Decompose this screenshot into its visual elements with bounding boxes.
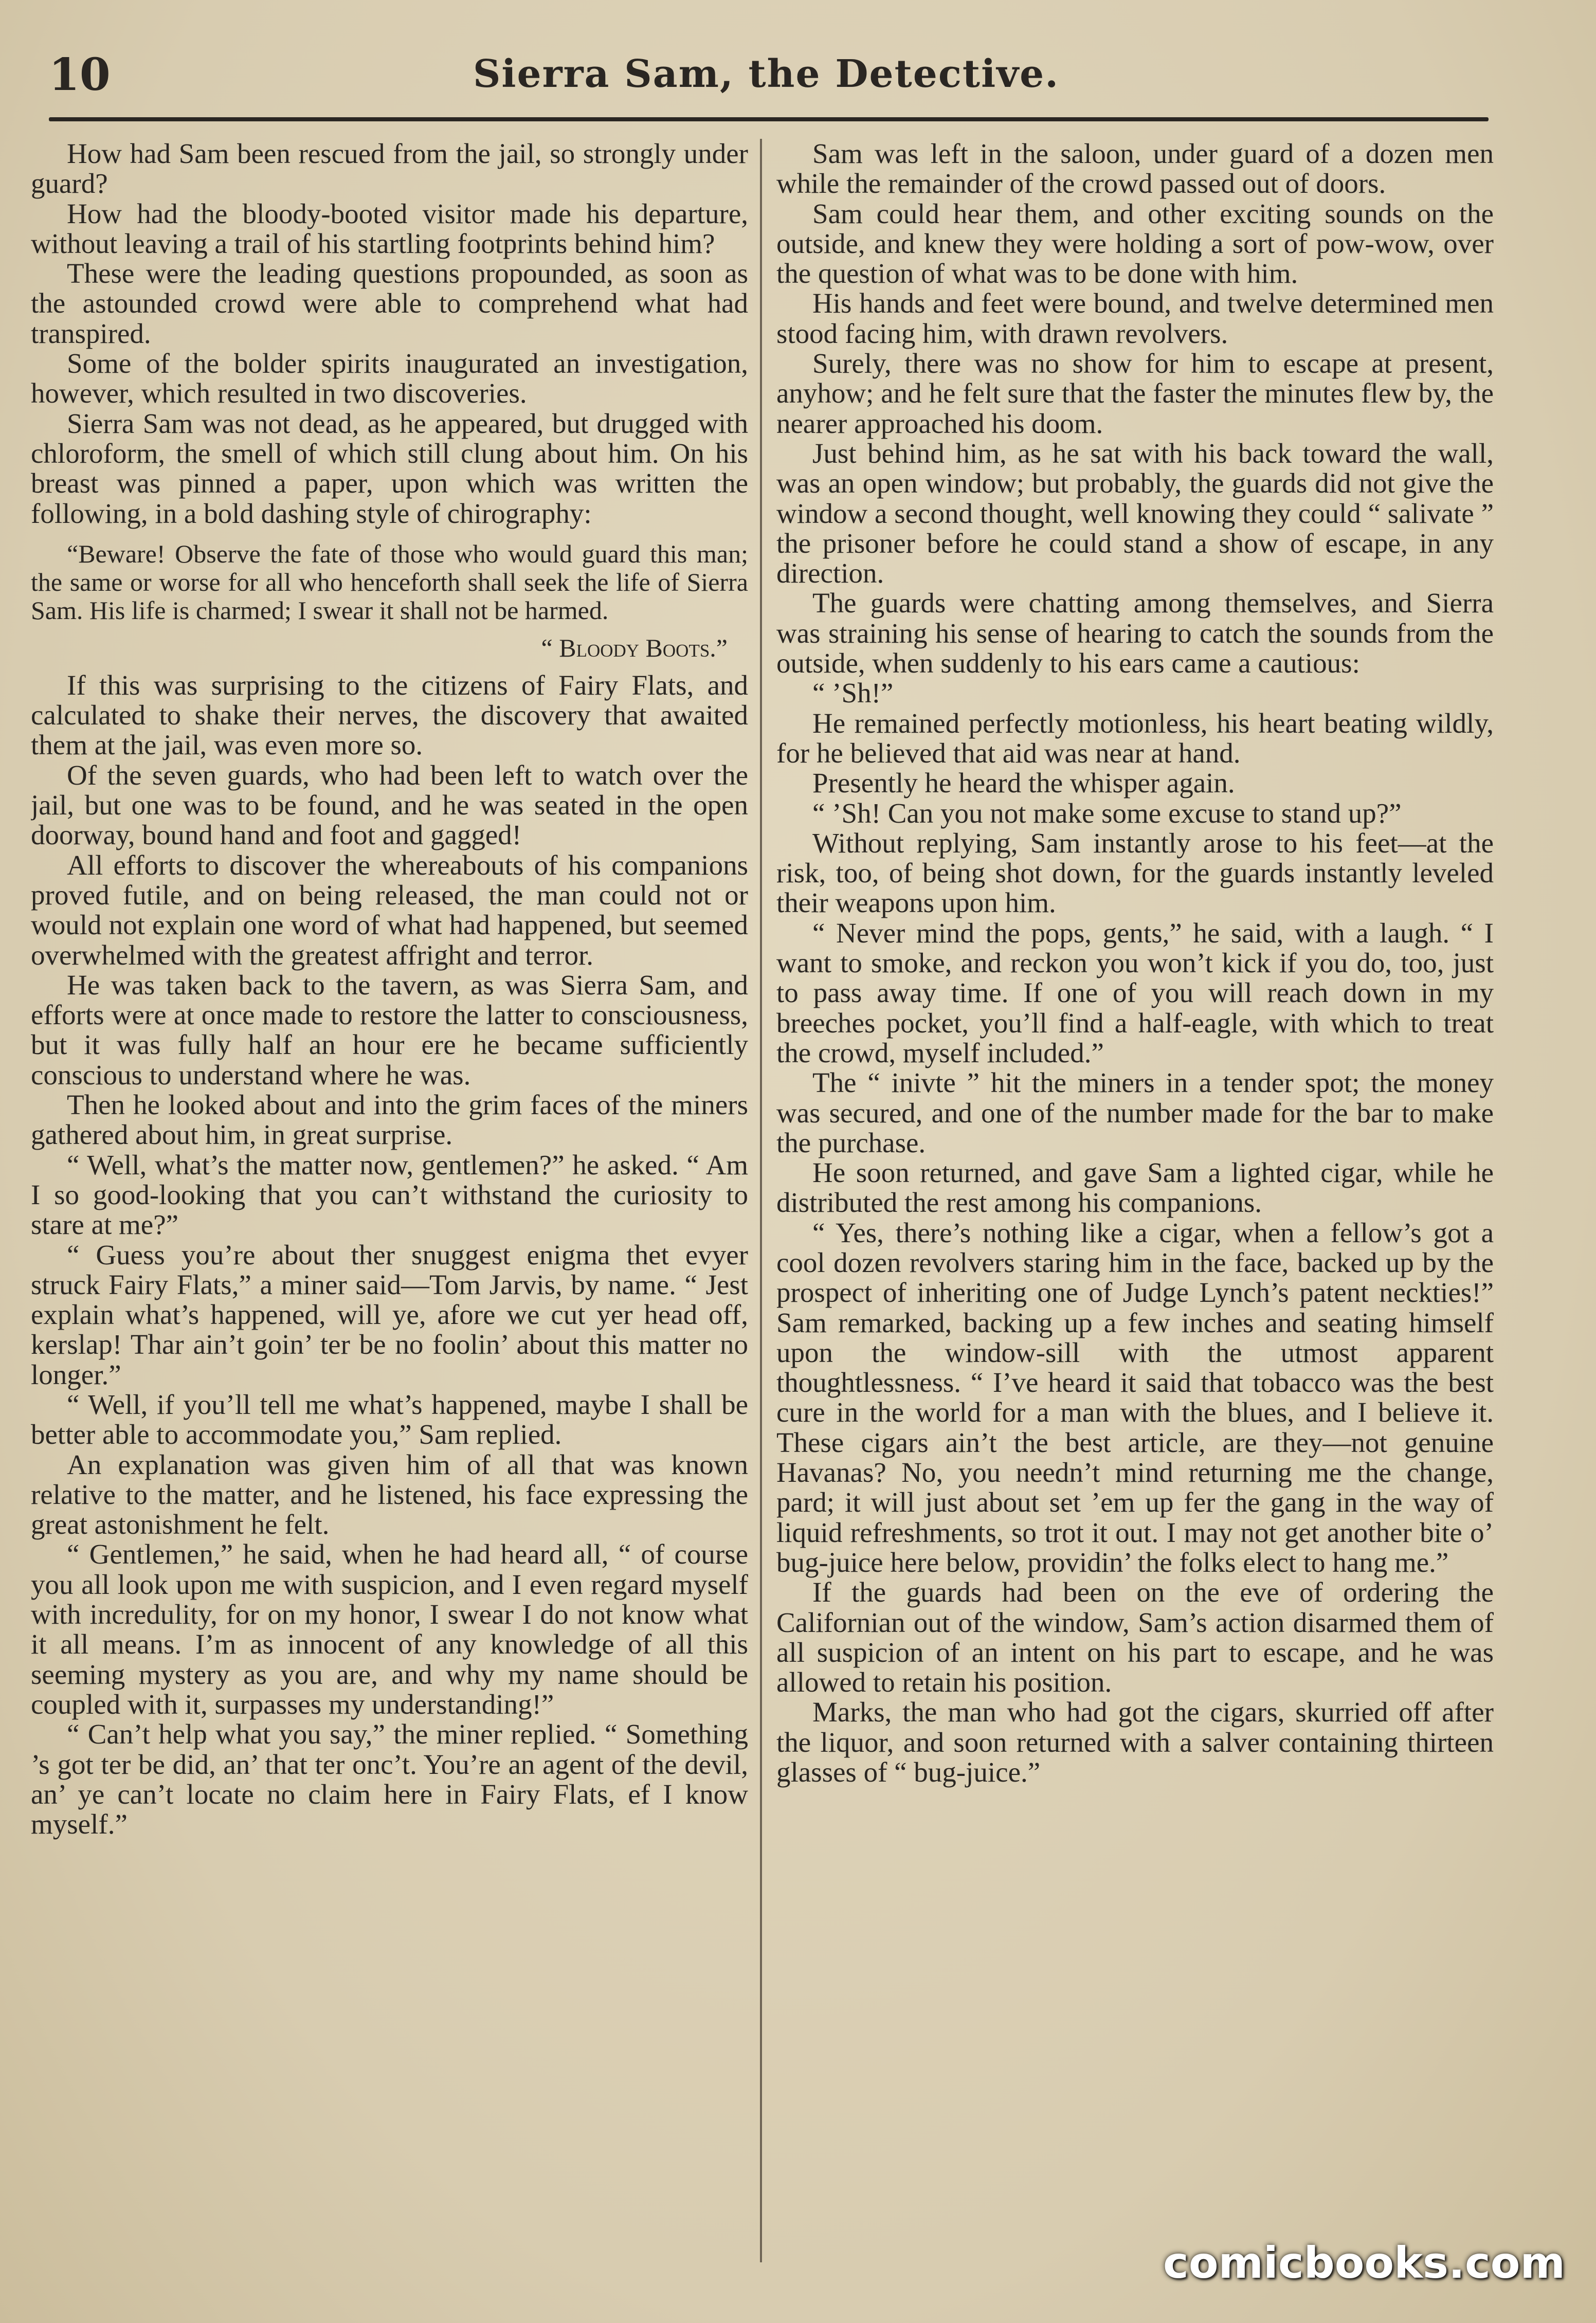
paragraph: “ Can’t help what you say,” the miner replied. “ Something ’s got ter be did, an’ that ter onc’t. You’re an agent of the devil, an’ ye can’t locate no claim here in Fairy Flats, ef I know myself.” <box>31 1718 748 1840</box>
paragraph: Sam could hear them, and other exciting sounds on the outside, and knew they were holding a sort of pow-wow, over the question of what was to be done with him. <box>776 197 1494 289</box>
page-header <box>49 49 1483 116</box>
column-divider <box>760 139 762 2262</box>
note-signature: “ Bloody Boots.” <box>541 633 728 662</box>
paragraph: All efforts to discover the whereabouts of his companions proved futile, and on being released, the man could not or would not explain one word of what had happened, but seemed overwhelmed with the greatest affright and terror. <box>31 849 748 971</box>
left-column <box>31 139 748 2262</box>
site-watermark: comicbooks.com <box>1163 2238 1565 2288</box>
page-number: 10 <box>49 49 111 101</box>
paragraph: He was taken back to the tavern, as was Sierra Sam, and efforts were at once made to restore the latter to consciousness, but it was fully half an hour ere he became sufficiently conscious to understand where he was. <box>31 969 748 1091</box>
running-title: Sierra Sam, the Detective. <box>473 52 1060 96</box>
paragraph: “ Yes, there’s nothing like a cigar, when a fellow’s got a cool dozen revolvers staring him in the face, backed up by the prospect of inheriting one of Judge Lynch’s patent neckties!” Sam remarked, backing up a few inches and seating himself upon the window-sill with the utmost apparent thoughtlessness. “ I’ve heard it said that tobacco was the best cure in the world for a man with the blues, and I believe it. These cigars ain’t the best article, are they—not genuine Havanas? No, you needn’t mind returning me the change, pard; it will just about set ’em up fer the gang in the way of liquid refreshments, so trot it out. I may not get another bite o’ bug-juice here below, providin’ the folks elect to hang me.” <box>776 1217 1494 1578</box>
paragraph: Sam was left in the saloon, under guard of a dozen men while the remainder of the crowd passed out of doors. <box>776 139 1494 199</box>
paragraph: “ Guess you’re about ther snuggest enigma thet evyer struck Fairy Flats,” a miner said—Tom Jarvis, by name. “ Jest explain what’s happened, will ye, afore we cut yer head off, kerslap! Thar ain’t goin’ ter be no foolin’ about this matter no longer.” <box>31 1239 748 1390</box>
paragraph: How had Sam been rescued from the jail, so strongly under guard? <box>31 139 748 199</box>
paragraph: Then he looked about and into the grim faces of the miners gathered about him, in great surprise. <box>31 1089 748 1151</box>
paragraph: Presently he heard the whisper again. <box>812 767 1235 799</box>
right-column <box>776 139 1494 2262</box>
paragraph: Just behind him, as he sat with his back toward the wall, was an open window; but probably, the guards did not give the window a second thought, well knowing they could “ salivate ” the prisoner before he could stand a show of escape, in any direction. <box>776 437 1494 589</box>
paragraph: He soon returned, and gave Sam a lighted cigar, while he distributed the rest among his companions. <box>776 1157 1494 1219</box>
paragraph: He remained perfectly motionless, his heart beating wildly, for he believed that aid was near at hand. <box>776 707 1494 769</box>
paragraph: “ ’Sh!” <box>812 677 894 709</box>
quoted-note: “Beware! Observe the fate of those who would guard this man; the same or worse for all who henceforth shall seek the life of Sierra Sam. His life is charmed; I swear it shall not be harmed. <box>31 539 748 625</box>
paragraph: Sierra Sam was not dead, as he appeared, but drugged with chloroform, the smell of which still clung about him. On his breast was pinned a paper, upon which was written the following, in a bold dashing style of chirography: <box>31 407 748 529</box>
paragraph: Of the seven guards, who had been left to watch over the jail, but one was to be found, and he was seated in the open doorway, bound hand and foot and gagged! <box>31 759 748 851</box>
paragraph: Marks, the man who had got the cigars, skurried off after the liquor, and soon returned with a salver containing thirteen glasses of “ bug-juice.” <box>776 1696 1494 1788</box>
paragraph: Without replying, Sam instantly arose to his feet—at the risk, too, of being shot down, for the guards instantly leveled their weapons upon him. <box>776 827 1494 919</box>
header-rule <box>49 117 1489 121</box>
paragraph: Surely, there was no show for him to escape at present, anyhow; and he felt sure that the faster the minutes flew by, the nearer approached his doom. <box>776 348 1494 439</box>
paragraph: Some of the bolder spirits inaugurated an investigation, however, which resulted in two discoveries. <box>31 348 748 409</box>
paragraph: The guards were chatting among themselves, and Sierra was straining his sense of hearing to catch the sounds from the outside, when suddenly to his ears came a cautious: <box>776 587 1494 679</box>
paragraph: If this was surprising to the citizens of Fairy Flats, and calculated to shake their nerves, the discovery that awaited them at the jail, was even more so. <box>31 669 748 761</box>
paragraph: “ ’Sh! Can you not make some excuse to stand up?” <box>812 797 1402 829</box>
paragraph: If the guards had been on the eve of ordering the Californian out of the window, Sam’s action disarmed them of all suspicion of an intent on his part to escape, and he was allowed to retain his position. <box>776 1576 1494 1698</box>
paragraph: The “ inivte ” hit the miners in a tender spot; the money was secured, and one of the number made for the bar to make the purchase. <box>776 1067 1494 1158</box>
paragraph: An explanation was given him of all that was known relative to the matter, and he listened, his face expressing the great astonishment he felt. <box>31 1448 748 1540</box>
paragraph: “ Well, what’s the matter now, gentlemen?” he asked. “ Am I so good-looking that you can’t withstand the curiosity to stare at me?” <box>31 1149 748 1241</box>
paragraph: These were the leading questions propounded, as soon as the astounded crowd were able to comprehend what had transpired. <box>31 258 748 349</box>
paragraph: “ Never mind the pops, gents,” he said, with a laugh. “ I want to smoke, and reckon you won’t kick if you do, too, just to pass away time. If one of you will reach down in my breeches pocket, you’ll find a half-eagle, with which to treat the crowd, myself included.” <box>776 917 1494 1068</box>
paragraph: “ Gentlemen,” he said, when he had heard all, “ of course you all look upon me with suspicion, and I even regard myself with incredulity, for on my honor, I swear I do not know what it all means. I’m as innocent of any knowledge of all this seeming mystery as you are, and why my name should be coupled with it, surpasses my understanding!” <box>31 1538 748 1720</box>
paragraph: His hands and feet were bound, and twelve determined men stood facing him, with drawn revolvers. <box>776 287 1494 349</box>
paragraph: “ Well, if you’ll tell me what’s happened, maybe I shall be better able to accommodate you,” Sam replied. <box>31 1388 748 1450</box>
paragraph: How had the bloody-booted visitor made his departure, without leaving a trail of his startling footprints behind him? <box>31 197 748 259</box>
